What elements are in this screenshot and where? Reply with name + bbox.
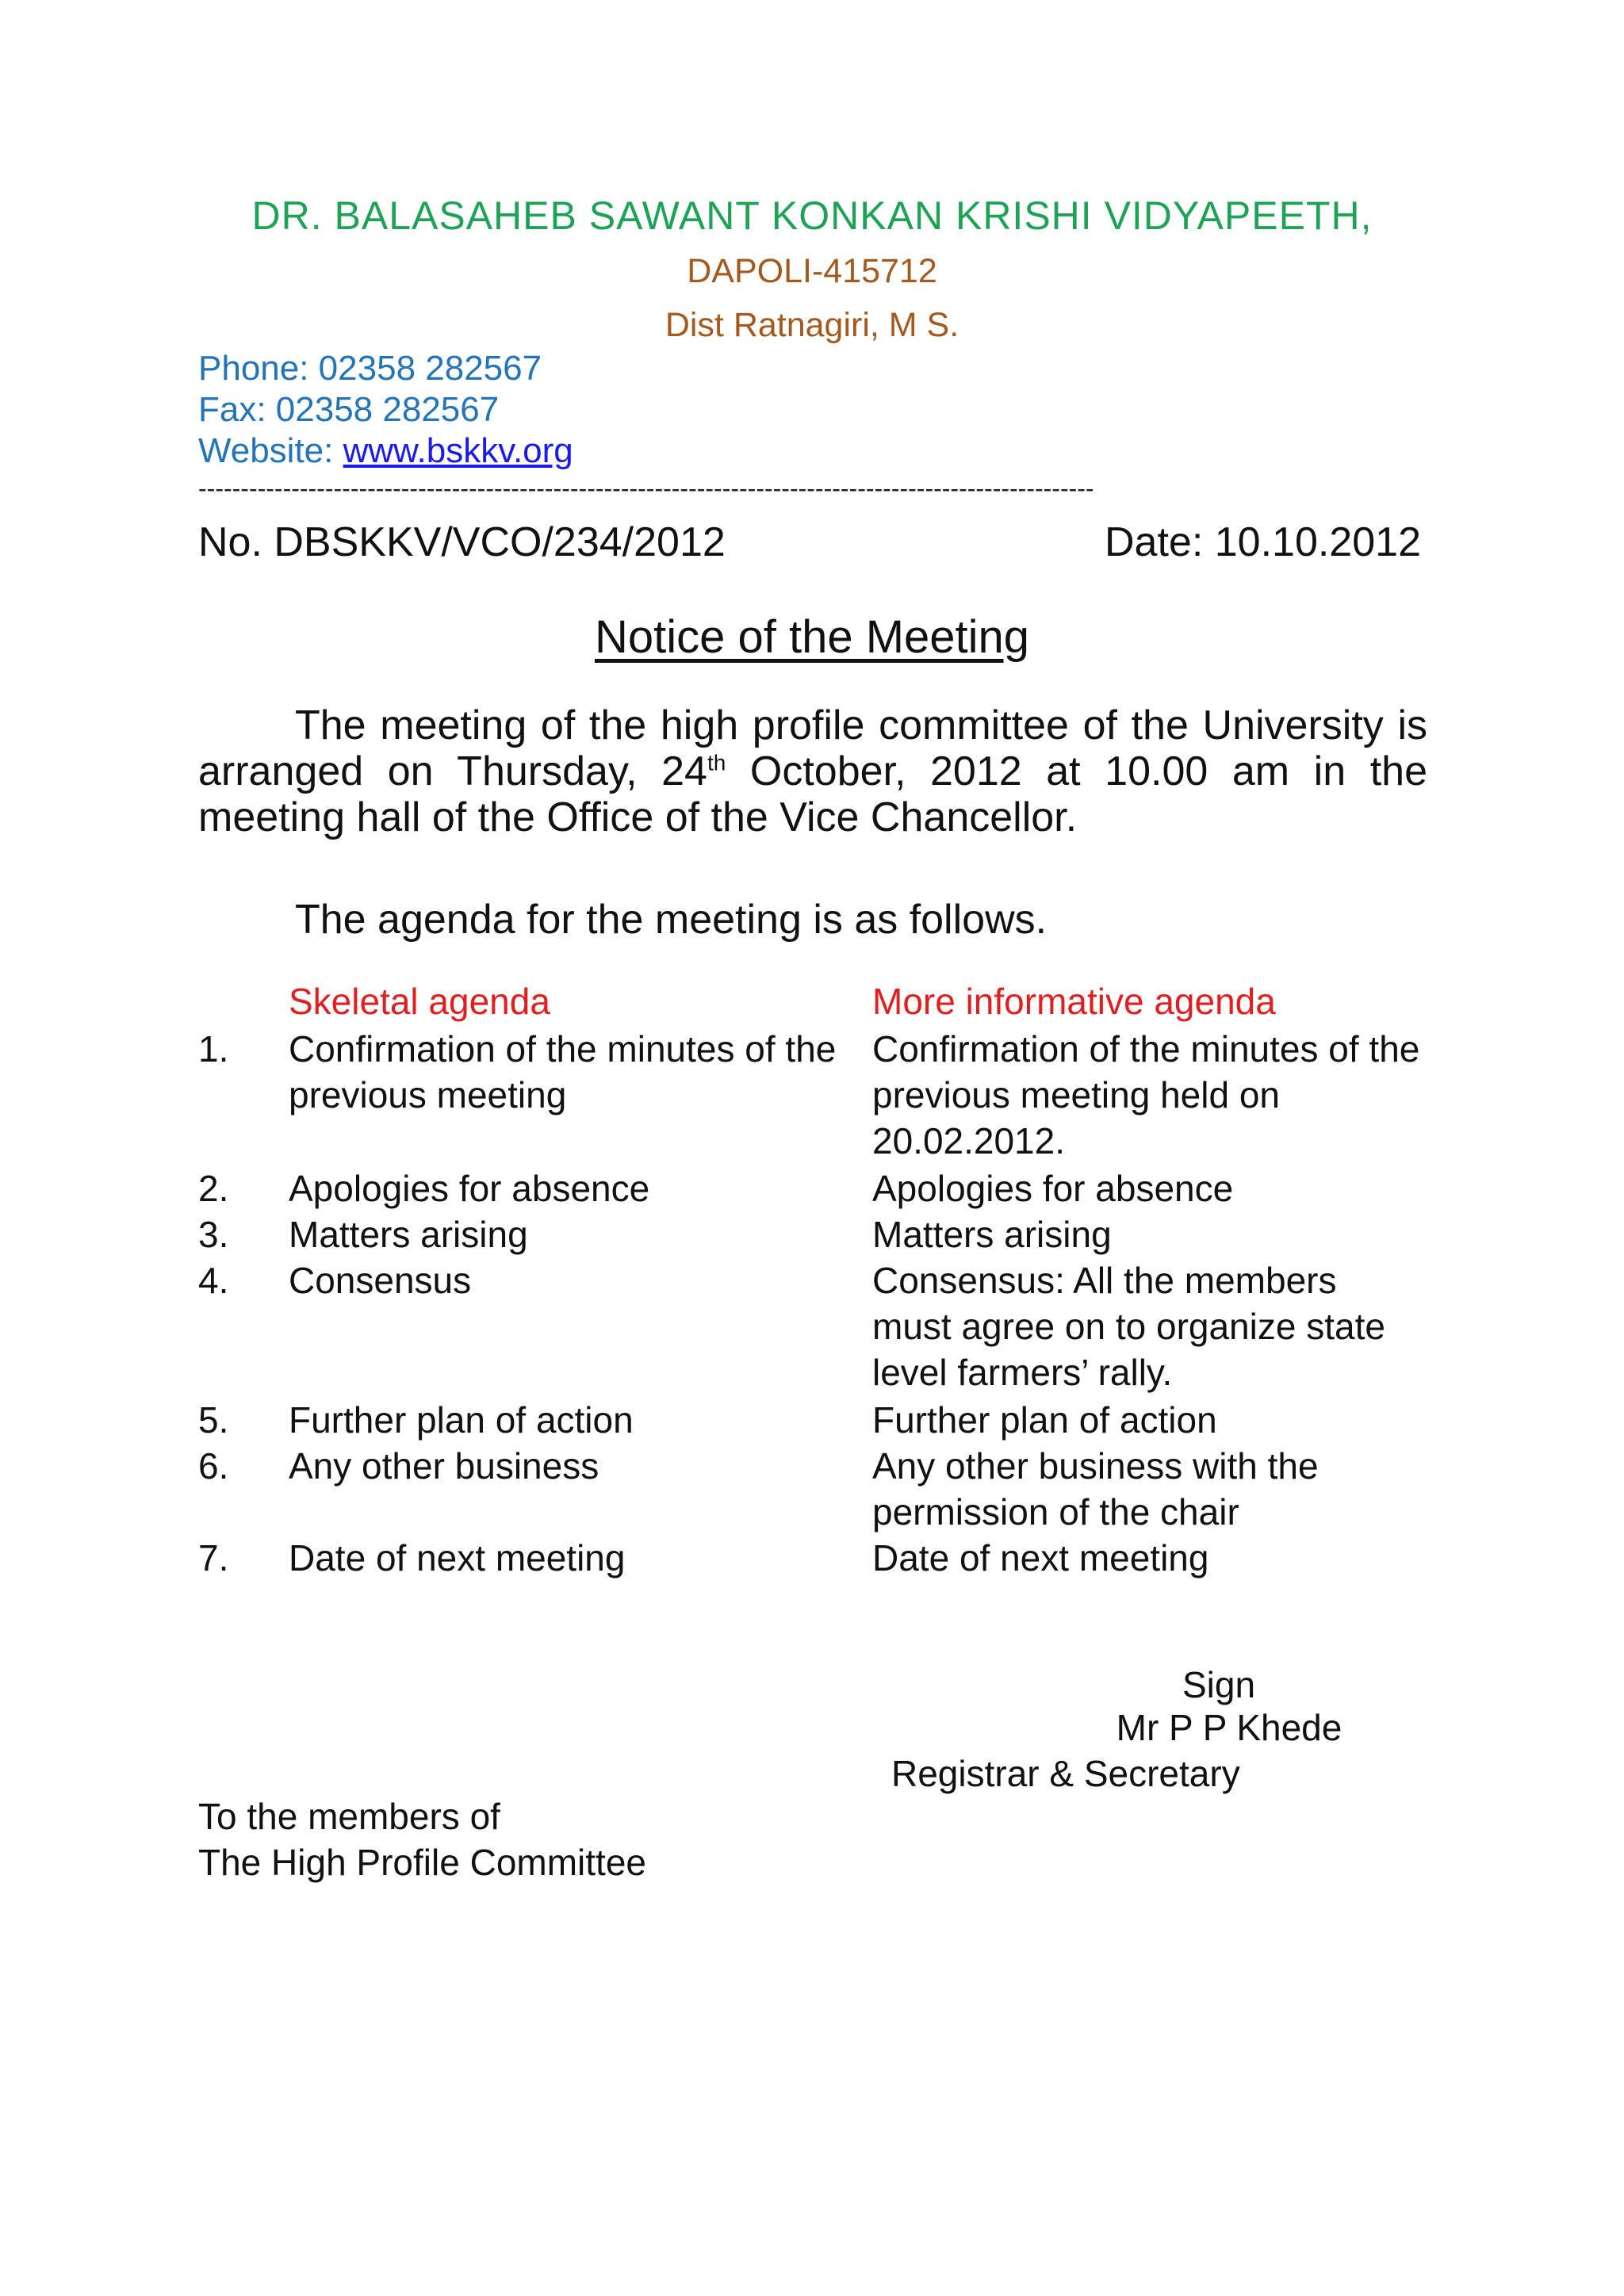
contact-fax: Fax: 02358 282567 <box>198 390 500 429</box>
website-label: Website: <box>198 431 343 470</box>
agenda-item-informative: Confirmation of the minutes of the previous meeting held on 20.02.2012. <box>872 1028 1420 1161</box>
informative-agenda-heading: More informative agenda <box>872 981 1276 1022</box>
reference-date: Date: 10.10.2012 <box>1105 519 1421 565</box>
agenda-item-number: 2. <box>198 1168 229 1209</box>
header-divider: ---------------------------------------------------------------------------------------------------------- <box>198 474 1094 503</box>
website-link[interactable]: www.bskkv.org <box>343 431 573 470</box>
agenda-item-number: 5. <box>198 1399 229 1441</box>
agenda-item-skeletal: Confirmation of the minutes of the previous meeting <box>289 1028 837 1115</box>
address-line-2: Dist Ratnagiri, M S. <box>665 306 959 344</box>
recipient-line-1: To the members of <box>198 1796 500 1837</box>
notice-paragraph <box>198 702 1427 840</box>
agenda-item-skeletal: Further plan of action <box>289 1399 634 1441</box>
agenda-item-skeletal: Consensus <box>289 1260 472 1301</box>
address-line-1: DAPOLI-415712 <box>687 252 937 290</box>
agenda-item-informative: Further plan of action <box>872 1399 1217 1441</box>
paragraph-text-part2: October, 2012 at 10.00 am in the meeting hall of the Office of the Vice Chancellor. <box>198 748 1427 840</box>
agenda-item-informative: Date of next meeting <box>872 1537 1209 1578</box>
reference-number: No. DBSKKV/VCO/234/2012 <box>198 519 726 565</box>
agenda-item-informative: Consensus: All the members must agree on to organize state level farmers’ rally. <box>872 1260 1385 1393</box>
signatory-designation: Registrar & Secretary <box>891 1753 1240 1794</box>
agenda-item-number: 7. <box>198 1537 229 1578</box>
recipient-line-2: The High Profile Committee <box>198 1842 646 1883</box>
skeletal-agenda-heading: Skeletal agenda <box>289 981 550 1022</box>
agenda-item-skeletal: Date of next meeting <box>289 1537 626 1578</box>
agenda-item-number: 6. <box>198 1445 229 1487</box>
paragraph-text-part1: The meeting of the high profile committee of the University is arranged on Thursday, 24 <box>198 702 1427 794</box>
agenda-item-informative: Apologies for absence <box>872 1168 1234 1209</box>
agenda-item-skeletal: Apologies for absence <box>289 1168 650 1209</box>
agenda-row <box>198 1026 1467 1164</box>
agenda-item-number: 3. <box>198 1214 229 1255</box>
agenda-item-skeletal: Any other business <box>289 1445 599 1487</box>
agenda-item-informative: Matters arising <box>872 1214 1112 1255</box>
notice-title: Notice of the Meeting <box>594 611 1030 663</box>
agenda-item-informative: Any other business with the permission of the chair <box>872 1445 1319 1533</box>
agenda-item-number: 1. <box>198 1028 229 1070</box>
contact-website <box>198 431 573 471</box>
paragraph-superscript: th <box>707 750 726 775</box>
agenda-intro: The agenda for the meeting is as follows. <box>295 897 1048 943</box>
signature-sign: Sign <box>1182 1664 1256 1705</box>
agenda-item-number: 4. <box>198 1260 229 1301</box>
agenda-item-skeletal: Matters arising <box>289 1214 528 1255</box>
university-name: DR. BALASAHEB SAWANT KONKAN KRISHI VIDYAPEETH, <box>251 193 1373 238</box>
contact-phone: Phone: 02358 282567 <box>198 349 542 388</box>
signatory-name: Mr P P Khede <box>1116 1707 1342 1748</box>
